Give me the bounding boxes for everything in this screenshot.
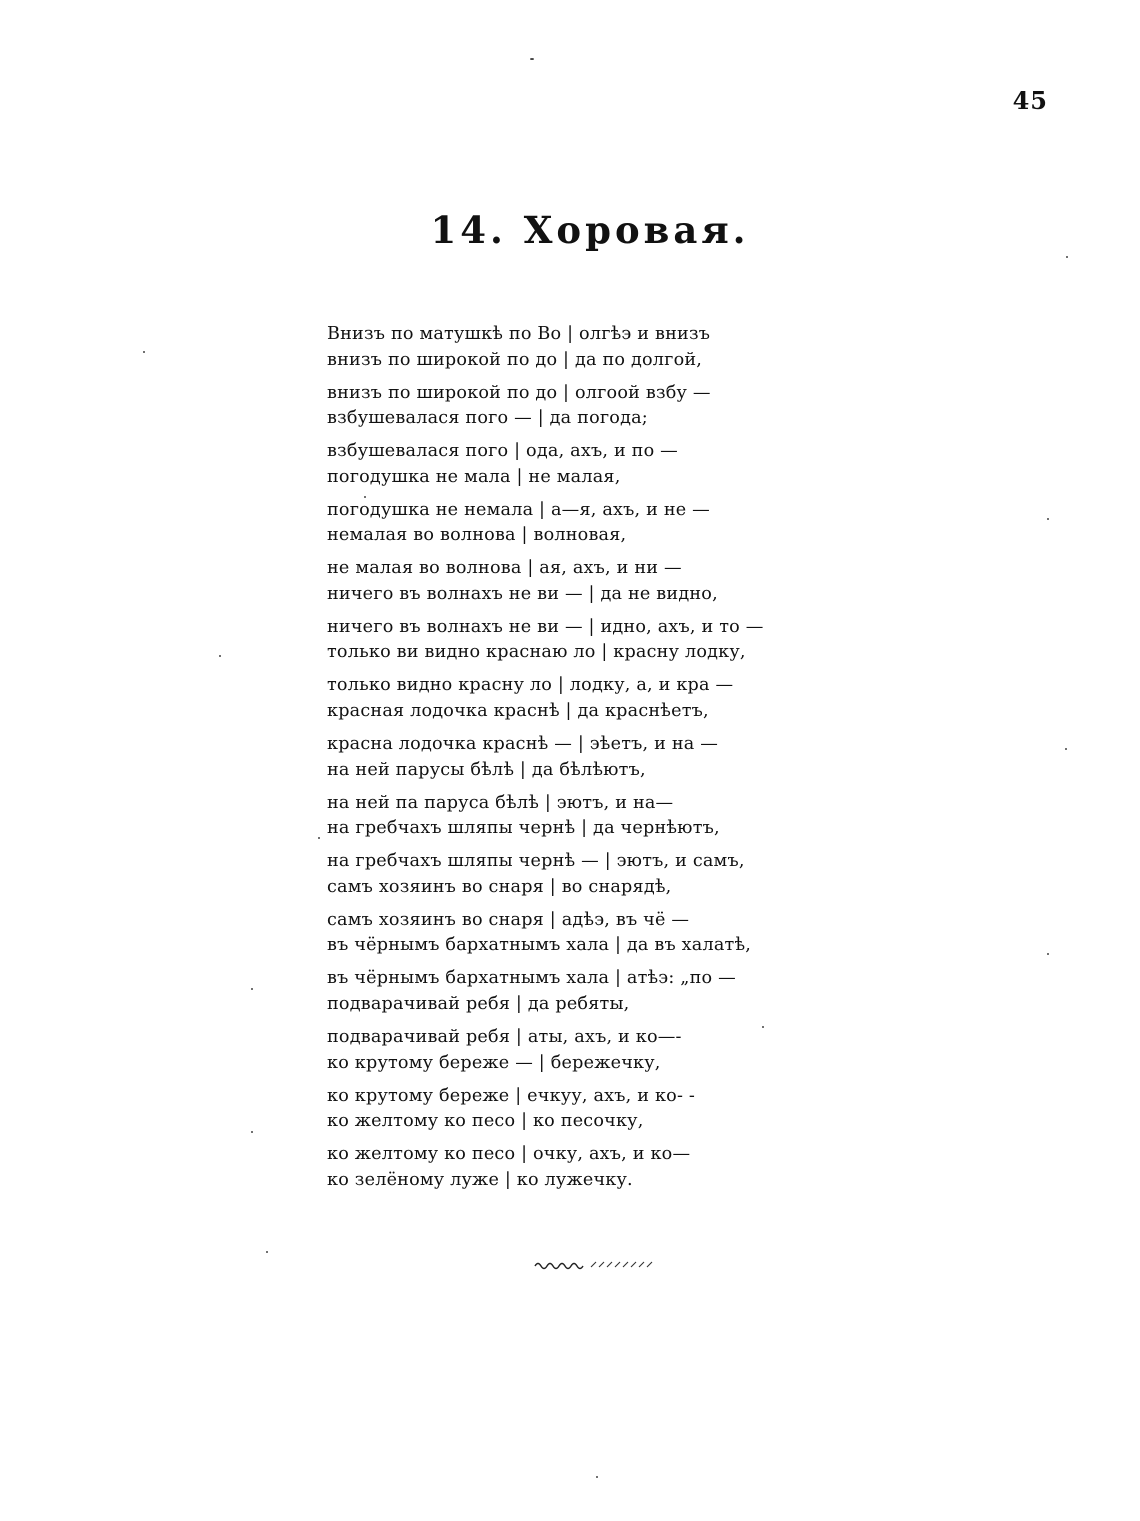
verse-line: ко зелёному луже | ко лужечку.	[327, 1169, 633, 1190]
verse-line: ко крутому береже — | бережечку,	[327, 1052, 661, 1073]
stanza	[327, 966, 887, 1017]
verse-line: въ чёрнымъ бархатнымъ хала | да въ халатѣ,	[327, 935, 752, 956]
stanza	[327, 322, 887, 373]
verse-line: погодушка не мала | не малая,	[327, 466, 621, 487]
verse-line: самъ хозяинъ во снаря | во снарядѣ,	[327, 876, 672, 897]
stanza	[327, 556, 887, 607]
stanza	[327, 498, 887, 549]
verse-line: ко желтому ко песо | очку, ахъ, и ко—	[327, 1144, 691, 1165]
page-title: 14. Хоровая.	[430, 208, 750, 252]
verse-line: только видно красну ло | лодку, а, и кра —	[327, 675, 734, 696]
verse-line: Внизъ по матушкѣ по Во | олгѣэ и внизъ	[327, 324, 711, 344]
verse-line: внизъ по широкой по до | да по долгой,	[327, 349, 703, 370]
stanza	[327, 791, 887, 842]
stanza	[327, 908, 887, 959]
song-body	[327, 322, 887, 1201]
verse-line: на гребчахъ шляпы чернѣ | да чернѣютъ,	[327, 818, 720, 839]
verse-line: ко крутому береже | ечкуу, ахъ, и ко- -	[327, 1085, 696, 1106]
stanza	[327, 1084, 887, 1135]
verse-line: самъ хозяинъ во снаря | адѣэ, въ чё —	[327, 909, 690, 930]
verse-line: ничего въ волнахъ не ви — | да не видно,	[327, 583, 718, 604]
stanza	[327, 849, 887, 900]
stanza	[327, 1142, 887, 1193]
verse-line: только ви видно краснаю ло | красну лодку,	[327, 642, 746, 663]
stanza	[327, 381, 887, 432]
stanza	[327, 615, 887, 666]
stanza	[327, 1025, 887, 1076]
verse-line: подварачивай ребя | да ребяты,	[327, 993, 630, 1014]
verse-line: не малая во волнова | ая, ахъ, и ни —	[327, 558, 682, 579]
verse-line: на ней парусы бѣлѣ | да бѣлѣютъ,	[327, 759, 646, 780]
stanza	[327, 732, 887, 783]
verse-line: ничего въ волнахъ не ви — | идно, ахъ, и то —	[327, 616, 764, 637]
verse-line: взбушевалася пого — | да погода;	[327, 408, 648, 429]
verse-line: въ чёрнымъ бархатнымъ хала | атѣэ: „по —	[327, 968, 736, 989]
verse-line: погодушка не немала | а—я, ахъ, и не —	[327, 499, 710, 520]
verse-line: красна лодочка краснѣ — | эѣетъ, и на —	[327, 734, 719, 755]
ornament-flourish	[533, 1258, 659, 1272]
page-number: 45	[1012, 86, 1048, 115]
verse-line: на ней па паруса бѣлѣ | эютъ, и на—	[327, 792, 674, 813]
verse-line: красная лодочка краснѣ | да краснѣетъ,	[327, 701, 709, 722]
verse-line: внизъ по широкой по до | олгоой взбу —	[327, 382, 711, 403]
verse-line: взбушевалася пого | ода, ахъ, и по —	[327, 441, 678, 462]
verse-line: подварачивай ребя | аты, ахъ, и ко—-	[327, 1026, 682, 1047]
verse-line: на гребчахъ шляпы чернѣ — | эютъ, и самъ,	[327, 851, 745, 872]
verse-line: ко желтому ко песо | ко песочку,	[327, 1111, 644, 1132]
stanza	[327, 439, 887, 490]
stanza	[327, 673, 887, 724]
verse-line: немалая во волнова | волновая,	[327, 525, 627, 546]
